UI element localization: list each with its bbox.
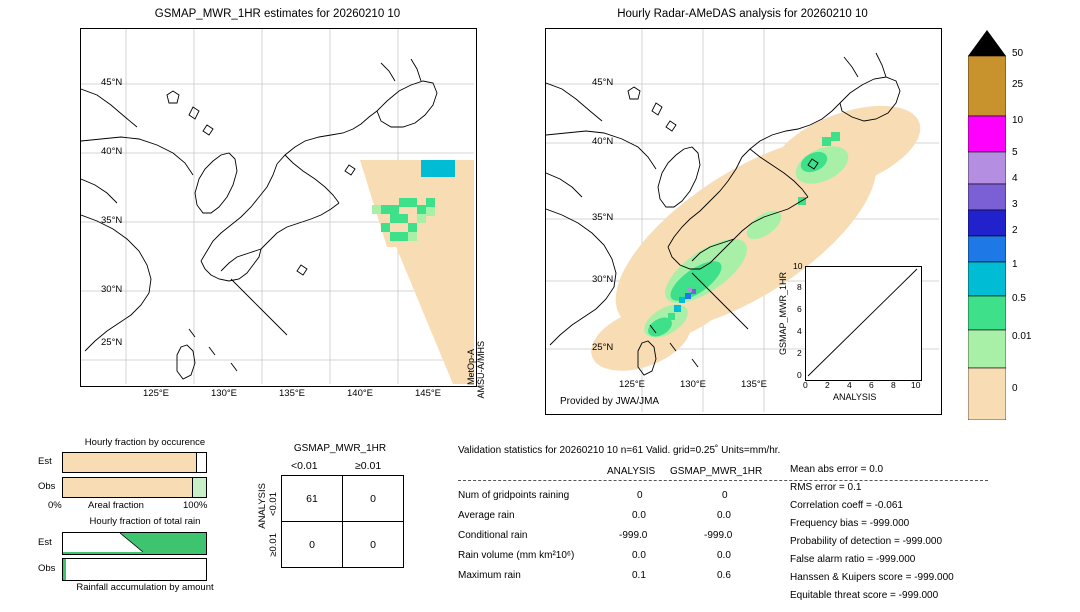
validation-stat-mae: Mean abs error = 0.0 — [790, 464, 884, 475]
areal-fraction-axis-title: Areal fraction — [88, 500, 144, 511]
scatter-ytick-8: 8 — [797, 282, 802, 292]
scatter-xtick-2: 2 — [825, 380, 830, 390]
scatter-ytick-0: 0 — [797, 370, 802, 380]
validation-row-label-2: Conditional rain — [458, 530, 528, 541]
contingency-col-header-ge: ≥0.01 — [355, 460, 382, 472]
colorbar-canvas — [968, 30, 1006, 420]
left-lat-tick-25n: 25°N — [101, 337, 123, 348]
colorbar-label-25: 25 — [1012, 79, 1024, 90]
validation-row-gsmap-3: 0.0 — [717, 550, 731, 561]
colorbar-label-3: 3 — [1012, 199, 1018, 210]
left-panel-title: GSMAP_MWR_1HR estimates for 20260210 10 — [154, 8, 401, 20]
scatter-xtick-0: 0 — [803, 380, 808, 390]
colorbar-label-4: 4 — [1012, 173, 1018, 184]
left-lat-tick-35n: 35°N — [101, 215, 123, 226]
scatter-ylabel: GSMAP_MWR_1HR — [778, 272, 788, 356]
left-lat-tick-30n: 30°N — [101, 284, 123, 295]
contingency-row-header-ge: ≥0.01 — [268, 533, 279, 557]
validation-stat-bias: Frequency bias = -999.000 — [790, 518, 910, 529]
scatter-ytick-4: 4 — [797, 326, 802, 336]
scatter-ytick-6: 6 — [797, 304, 802, 314]
validation-header: Validation statistics for 20260210 10 n=61 Valid. grid=0.25˚ Units=mm/hr. — [458, 445, 781, 456]
table-row — [282, 476, 404, 522]
validation-row-gsmap-4: 0.6 — [717, 570, 731, 581]
scatter-ytick-10: 10 — [793, 261, 803, 271]
scatter-xtick-4: 4 — [847, 380, 852, 390]
colorbar-label-0_5: 0.5 — [1012, 293, 1026, 304]
left-map — [80, 28, 477, 387]
left-lon-tick-140e: 140°E — [347, 388, 373, 399]
contingency-title: GSMAP_MWR_1HR — [293, 443, 387, 454]
total-row-label-obs: Obs — [38, 563, 56, 574]
validation-row-gsmap-2: -999.0 — [704, 530, 733, 541]
validation-row-gsmap-1: 0.0 — [717, 510, 731, 521]
colorbar-label-0_01: 0.01 — [1012, 331, 1032, 342]
colorbar-label-1: 1 — [1012, 259, 1018, 270]
right-lon-tick-125e: 125°E — [619, 379, 645, 390]
contingency-cell-00: 61 — [282, 476, 343, 522]
left-lat-tick-40n: 40°N — [101, 146, 123, 157]
satellite-credit-sensor: AMSU-A/MHS — [476, 341, 486, 399]
validation-stat-far: False alarm ratio = -999.000 — [790, 554, 916, 565]
right-lat-tick-25n: 25°N — [592, 342, 614, 353]
right-lat-tick-30n: 30°N — [592, 274, 614, 285]
validation-stat-rms: RMS error = 0.1 — [790, 482, 862, 493]
colorbar-label-0: 0 — [1012, 383, 1018, 394]
validation-row-analysis-2: -999.0 — [619, 530, 648, 541]
table-row — [282, 522, 404, 568]
scatter-xtick-8: 8 — [891, 380, 896, 390]
contingency-cell-11: 0 — [343, 522, 404, 568]
accumulation-chart-title: Rainfall accumulation by amount — [76, 582, 214, 593]
contingency-table — [281, 475, 404, 568]
validation-stat-corr: Correlation coeff = -0.061 — [790, 500, 903, 511]
validation-col-header-analysis: ANALYSIS — [607, 466, 656, 477]
validation-row-label-0: Num of gridpoints raining — [458, 490, 570, 501]
validation-stat-hk: Hanssen & Kuipers score = -999.000 — [790, 572, 954, 583]
total-bar-obs — [62, 558, 207, 581]
provider-credit: Provided by JWA/JMA — [560, 396, 660, 407]
satellite-credit-metop: MetOp-A — [466, 349, 476, 386]
right-lon-tick-130e: 130°E — [680, 379, 706, 390]
validation-col-header-gsmap: GSMAP_MWR_1HR — [670, 466, 763, 477]
areal-fraction-axis-min: 0% — [48, 500, 62, 511]
validation-row-label-3: Rain volume (mm km²10⁶) — [458, 550, 575, 561]
validation-stat-ets: Equitable threat score = -999.000 — [790, 590, 939, 601]
left-lon-tick-145e: 145°E — [415, 388, 441, 399]
contingency-cell-10: 0 — [282, 522, 343, 568]
right-lat-tick-45n: 45°N — [592, 77, 614, 88]
validation-row-analysis-1: 0.0 — [632, 510, 646, 521]
right-lat-tick-35n: 35°N — [592, 212, 614, 223]
left-lon-tick-130e: 130°E — [211, 388, 237, 399]
scatter-ytick-2: 2 — [797, 348, 802, 358]
contingency-col-header-lt: <0.01 — [291, 460, 318, 472]
contingency-row-header-lt: <0.01 — [268, 492, 279, 517]
right-lat-tick-40n: 40°N — [592, 136, 614, 147]
scatter-xtick-6: 6 — [869, 380, 874, 390]
left-lon-tick-135e: 135°E — [279, 388, 305, 399]
left-map-canvas — [81, 29, 474, 384]
validation-stat-pod: Probability of detection = -999.000 — [790, 536, 943, 547]
validation-row-gsmap-0: 0 — [722, 490, 728, 501]
occurrence-bar-est — [62, 452, 207, 473]
left-lat-tick-45n: 45°N — [101, 77, 123, 88]
colorbar — [968, 30, 1006, 420]
right-lon-tick-135e: 135°E — [741, 379, 767, 390]
colorbar-label-10: 10 — [1012, 115, 1024, 126]
scatter-xtick-10: 10 — [911, 380, 921, 390]
occurrence-row-label-obs: Obs — [38, 481, 56, 492]
contingency-row-axis-label: ANALYSIS — [257, 483, 268, 529]
total-bar-est — [62, 532, 207, 555]
validation-row-analysis-3: 0.0 — [632, 550, 646, 561]
occurrence-chart-title: Hourly fraction by occurence — [84, 437, 206, 448]
validation-row-label-1: Average rain — [458, 510, 515, 521]
validation-row-analysis-0: 0 — [637, 490, 643, 501]
colorbar-label-5: 5 — [1012, 147, 1018, 158]
left-lon-tick-125e: 125°E — [143, 388, 169, 399]
validation-divider — [458, 480, 988, 481]
scatter-inset-canvas — [806, 267, 919, 378]
total-row-label-est: Est — [38, 537, 52, 548]
total-rain-chart-title: Hourly fraction of total rain — [89, 516, 201, 527]
areal-fraction-axis-max: 100% — [183, 500, 208, 511]
right-panel-title: Hourly Radar-AMeDAS analysis for 20260210 10 — [617, 8, 868, 20]
validation-row-label-4: Maximum rain — [458, 570, 521, 581]
occurrence-row-label-est: Est — [38, 456, 52, 467]
scatter-inset — [805, 266, 922, 381]
scatter-xlabel: ANALYSIS — [833, 392, 877, 402]
occurrence-bar-obs — [62, 477, 207, 498]
contingency-cell-01: 0 — [343, 476, 404, 522]
colorbar-label-50: 50 — [1012, 48, 1024, 59]
colorbar-label-2: 2 — [1012, 225, 1018, 236]
validation-row-analysis-4: 0.1 — [632, 570, 646, 581]
